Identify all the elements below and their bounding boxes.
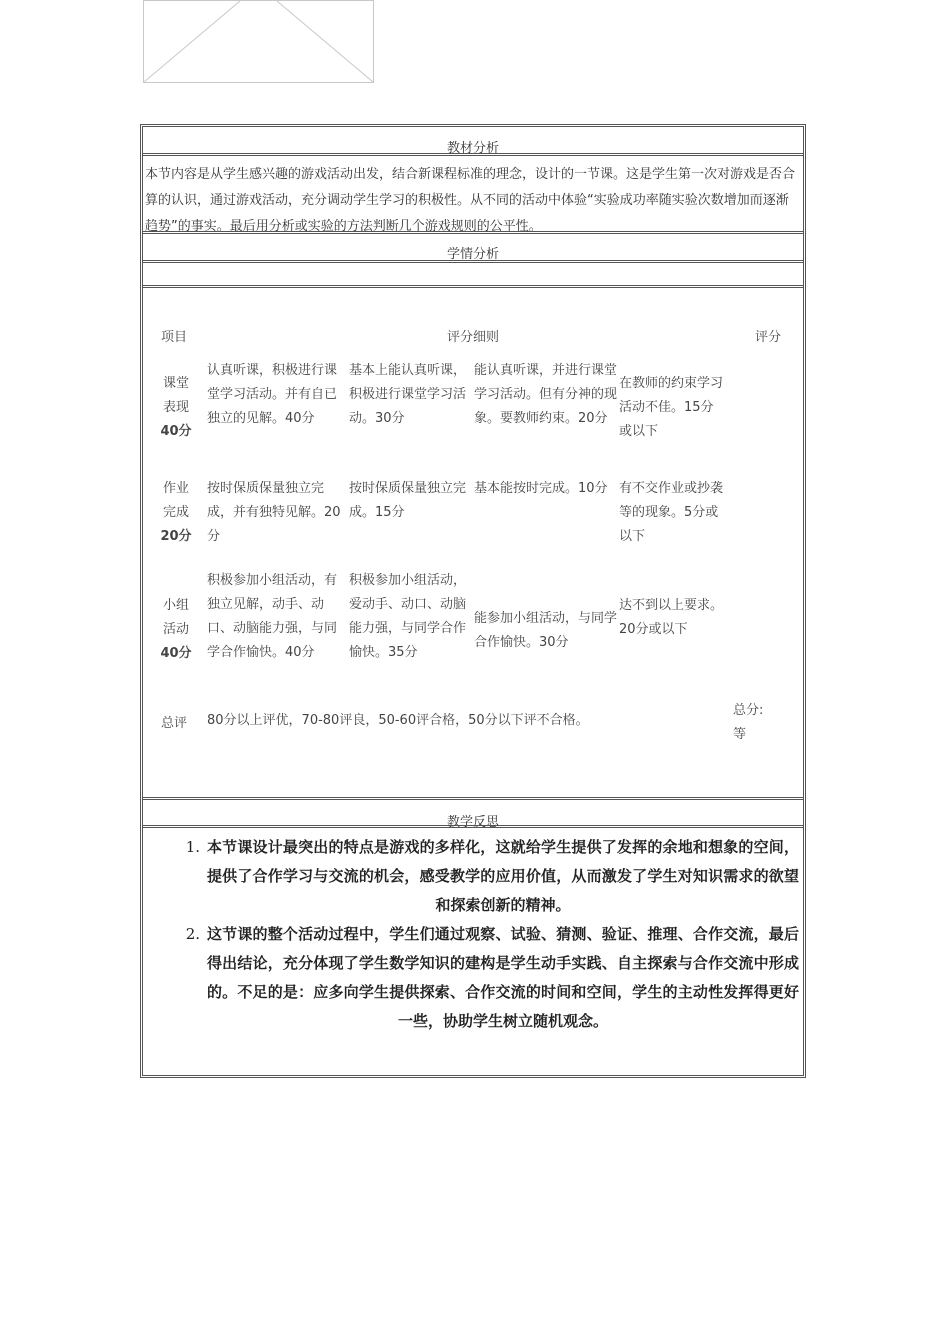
rubric-cell: 基本上能认真听课，积极进行课堂学习活动。30分 <box>349 363 467 426</box>
rubric-cell: 基本能按时完成。10分 <box>474 481 608 496</box>
divider <box>143 825 803 828</box>
rubric-header-score: 评分 <box>755 330 782 345</box>
rubric-row-item: 课堂 表现 40分 <box>160 376 192 439</box>
rubric-row-item: 小组 活动 40分 <box>160 598 192 661</box>
rubric-cell: 认真听课，积极进行课堂学习活动。并有自已独立的见解。40分 <box>207 363 338 426</box>
rubric-header-item: 项目 <box>161 330 188 345</box>
rubric-summary-text: 80分以上评优，70-80评良，50-60评合格，50分以下评不合格。 <box>207 713 589 728</box>
rubric-cell: 能参加小组活动，与同学合作愉快。30分 <box>474 611 618 650</box>
list-item: 1. 本节课设计最突出的特点是游戏的多样化，这就给学生提供了发挥的余地和想象的空间，提供了合作学习与交流的机会，感受教学的应用价值，从而激发了学生对知识需求的欲望和探索创新的精神。 <box>185 838 799 914</box>
rubric-cell: 按时保质保量独立完成，并有独特见解。20分 <box>207 481 341 544</box>
list-item: 2. 这节课的整个活动过程中，学生们通过观察、试验、猜测、验证、推理、合作交流，最后得出结论，充分体现了学生数学知识的建构是学生动手实践、自主探索与合作交流中形成的。不足的是：应多向学生提供探索、合作交流的时间和空间，学生的主动性发挥得更好一些，协助学生树立随机观念。 <box>185 925 799 1030</box>
rubric-cell: 有不交作业或抄袭等的现象。5分或以下 <box>619 481 724 544</box>
rubric-cell: 在教师的约束学习活动不佳。15分或以下 <box>619 376 724 439</box>
reflection-title: 教学反思 <box>446 815 499 830</box>
material-analysis-text: 本节内容是从学生感兴趣的游戏活动出发，结合新课程标准的理念，设计的一节课。这是学生第一次对游戏是否合算的认识，通过游戏活动，充分调动学生学习的积极性。从不同的活动中体验“实验成功率随实验次数增加而逐渐趋势”的事实。最后用分析或实验的方法判断几个游戏规则的公平性。 <box>145 167 796 234</box>
rubric-cell: 积极参加小组活动，有独立见解，动手、动口、动脑能力强，与同学合作愉快。40分 <box>207 573 338 660</box>
rubric-summary-label: 总评 <box>161 716 188 731</box>
image-placeholder <box>143 0 374 83</box>
rubric-total: 总分: 等 <box>733 703 764 742</box>
rubric-header-criteria: 评分细则 <box>446 330 499 345</box>
learner-analysis-title: 学情分析 <box>446 247 499 262</box>
rubric-cell: 按时保质保量独立完成。15分 <box>349 481 467 520</box>
rubric-table <box>143 127 803 807</box>
rubric-cell: 达不到以上要求。20分或以下 <box>619 598 724 637</box>
broken-image-icon <box>144 1 373 82</box>
material-analysis-title: 教材分析 <box>446 141 499 156</box>
lesson-table <box>140 124 806 1078</box>
rubric-cell: 积极参加小组活动，爱动手、动口、动脑能力强，与同学合作愉快。35分 <box>349 573 467 660</box>
rubric-row-item: 作业 完成 20分 <box>160 481 192 544</box>
rubric-cell: 能认真听课，并进行课堂学习活动。但有分神的现象。要教师约束。20分 <box>474 363 618 426</box>
reflection-list <box>143 833 803 1036</box>
divider <box>143 797 803 800</box>
